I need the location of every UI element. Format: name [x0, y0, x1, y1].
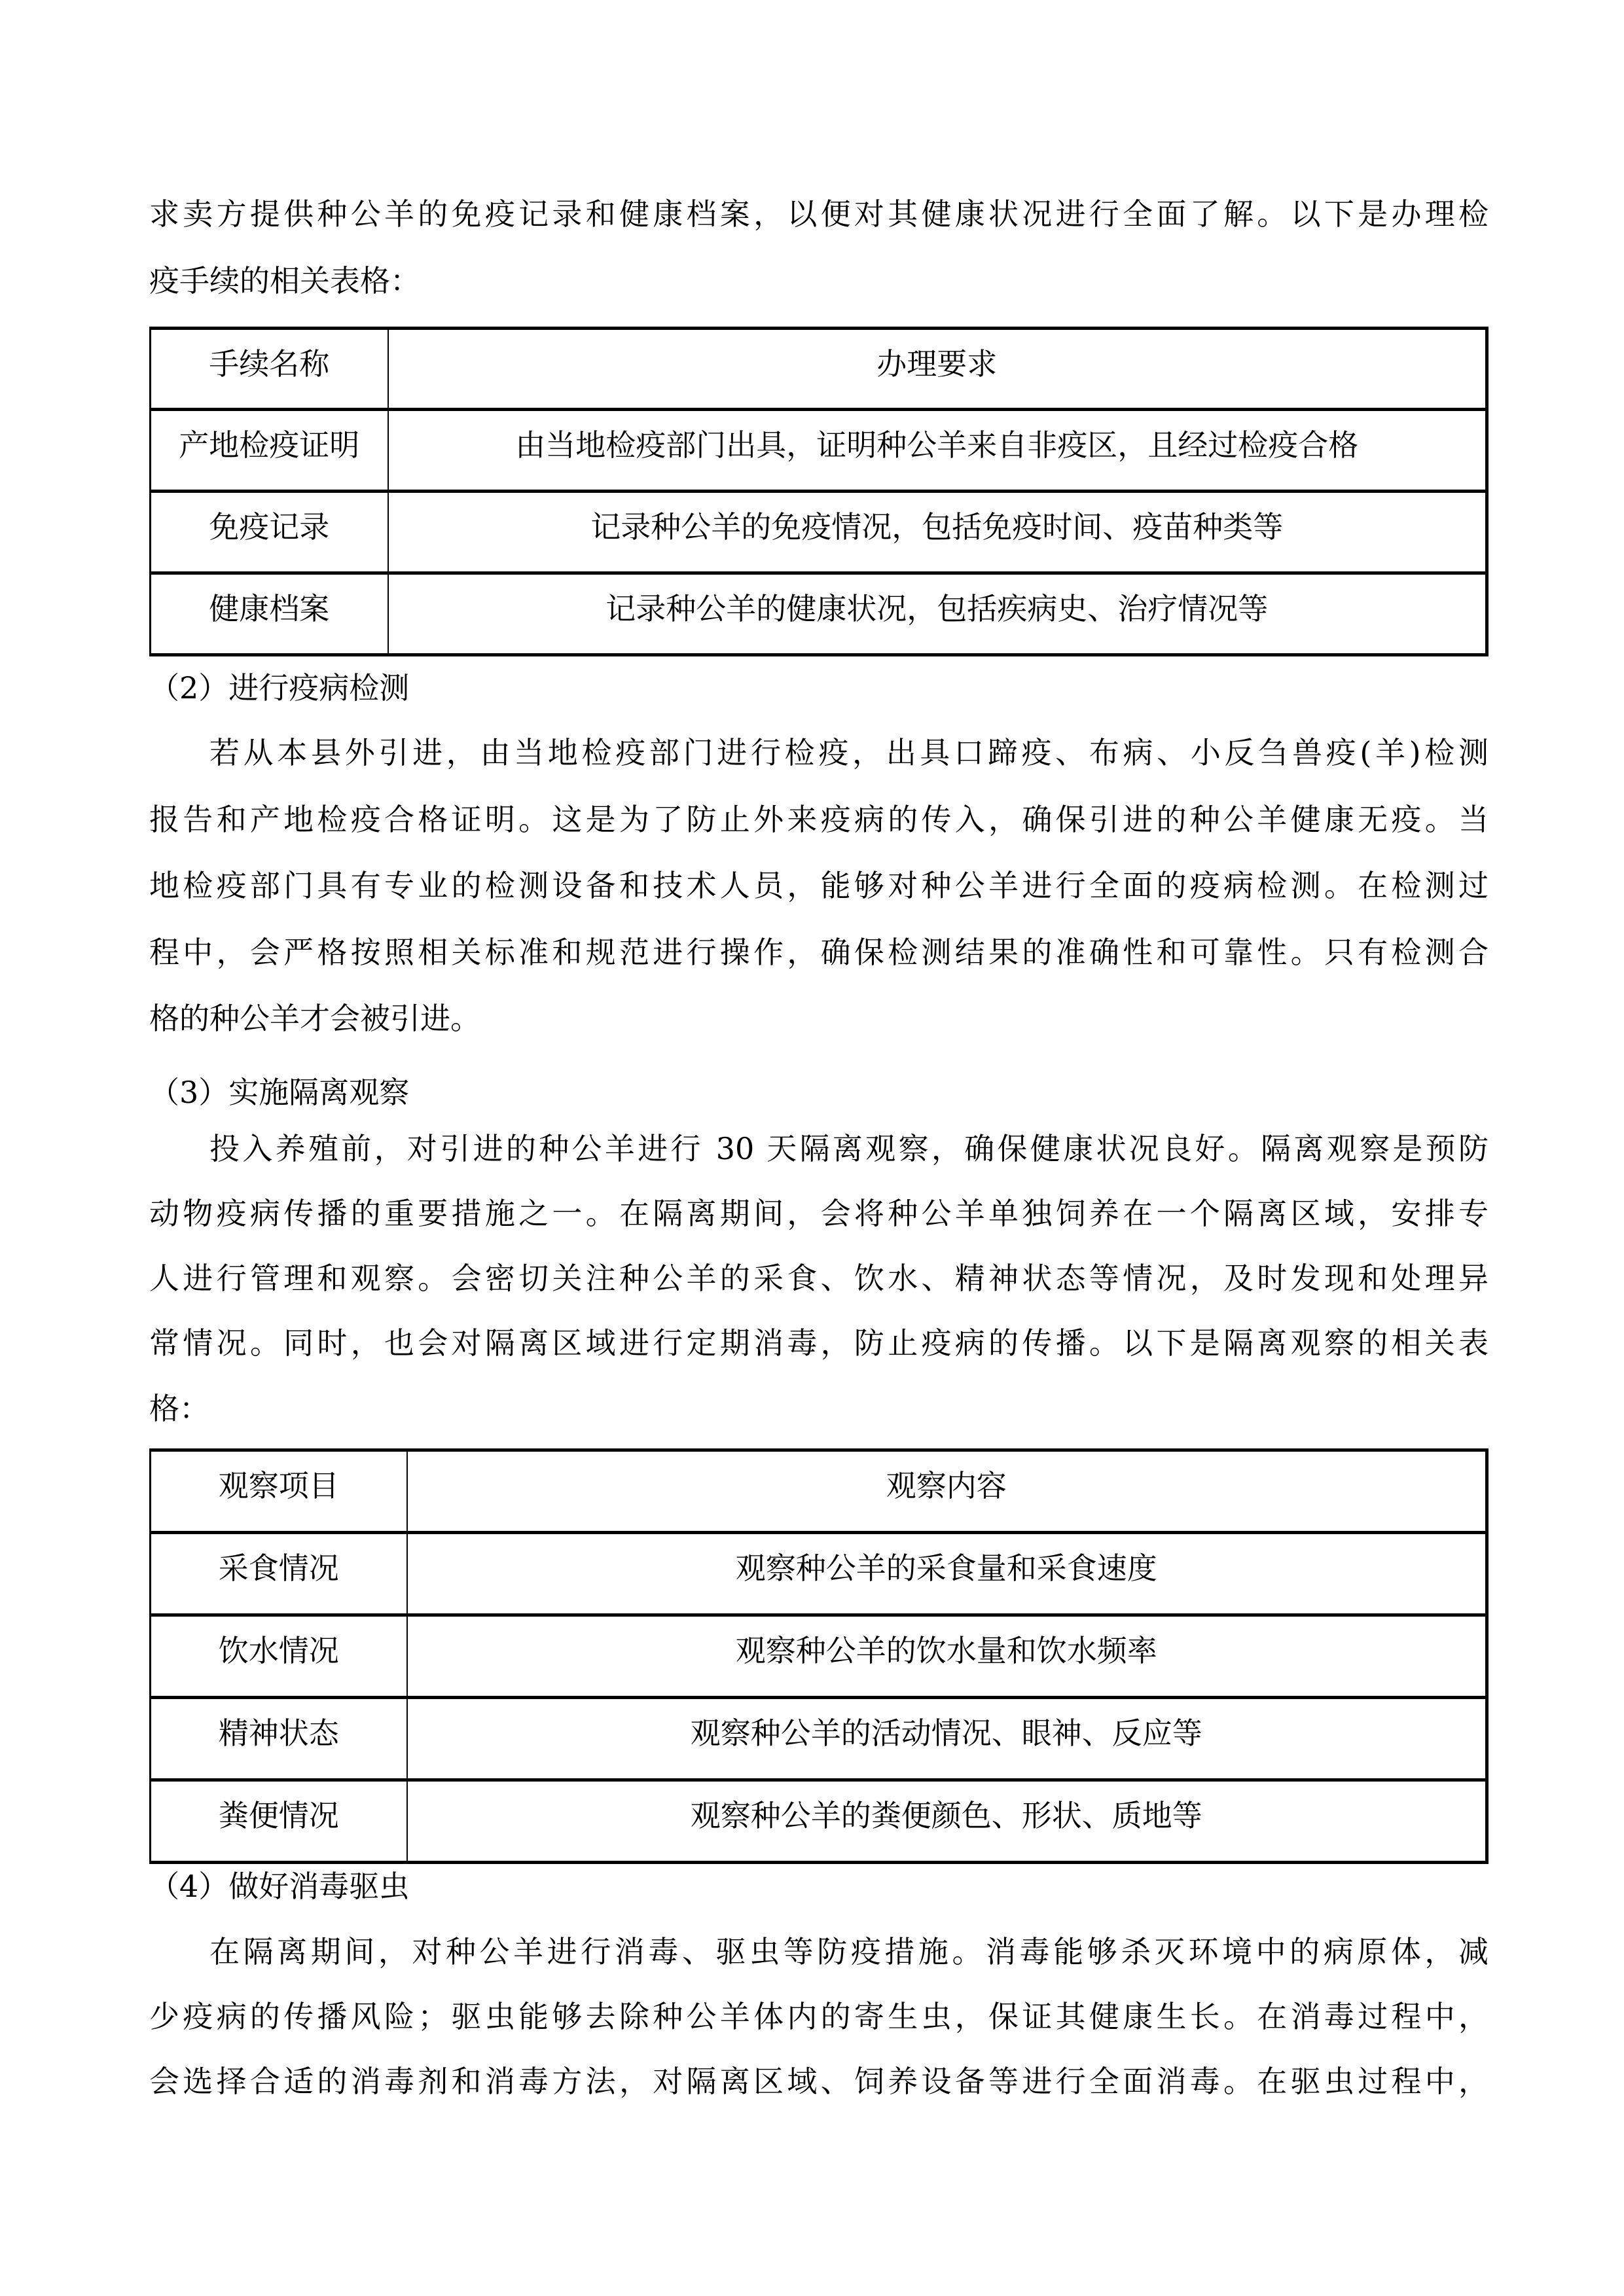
paragraph-line: 投入养殖前，对引进的种公羊进行 30 天隔离观察，确保健康状况良好。隔离观察是预防 — [209, 1131, 1489, 1166]
table-cell: 由当地检疫部门出具，证明种公羊来自非疫区，且经过检疫合格 — [388, 410, 1487, 492]
paragraph-line: 会选择合适的消毒剂和消毒方法，对隔离区域、饲养设备等进行全面消毒。在驱虫过程中， — [149, 2064, 1489, 2099]
table-cell: 记录种公羊的免疫情况，包括免疫时间、疫苗种类等 — [388, 492, 1487, 573]
table-row — [151, 410, 1487, 492]
isolation-observation-table — [149, 1448, 1489, 1864]
section-heading: （2）进行疫病检测 — [149, 670, 410, 706]
section-heading: （4）做好消毒驱虫 — [149, 1869, 410, 1904]
table-row — [151, 1780, 1487, 1863]
paragraph-line: 疫手续的相关表格： — [149, 263, 420, 298]
paragraph-line: 少疫病的传播风险；驱虫能够去除种公羊体内的寄生虫，保证其健康生长。在消毒过程中， — [149, 1999, 1489, 2034]
section-heading: （3）实施隔离观察 — [149, 1075, 410, 1110]
paragraph-line: 格的种公羊才会被引进。 — [149, 1001, 480, 1036]
paragraph-line: 报告和产地检疫合格证明。这是为了防止外来疫病的传入，确保引进的种公羊健康无疫。当 — [149, 802, 1489, 837]
table-header-cell: 观察内容 — [407, 1450, 1487, 1533]
paragraph-line: 地检疫部门具有专业的检测设备和技术人员，能够对种公羊进行全面的疫病检测。在检测过 — [149, 868, 1489, 903]
table-cell: 健康档案 — [151, 573, 388, 655]
table-cell: 观察种公羊的饮水量和饮水频率 — [407, 1615, 1487, 1698]
table-cell: 记录种公羊的健康状况，包括疾病史、治疗情况等 — [388, 573, 1487, 655]
table-row — [151, 492, 1487, 573]
table-cell: 观察种公羊的活动情况、眼神、反应等 — [407, 1698, 1487, 1780]
table-cell: 饮水情况 — [151, 1615, 407, 1698]
table-row — [151, 1533, 1487, 1615]
paragraph-line: 格： — [149, 1391, 209, 1426]
table-cell: 观察种公羊的采食量和采食速度 — [407, 1533, 1487, 1615]
paragraph-line: 程中，会严格按照相关标准和规范进行操作，确保检测结果的准确性和可靠性。只有检测合 — [149, 935, 1489, 970]
paragraph-line: 动物疫病传播的重要措施之一。在隔离期间，会将种公羊单独饲养在一个隔离区域，安排专 — [149, 1196, 1489, 1231]
table-row — [151, 1698, 1487, 1780]
table-row — [151, 1615, 1487, 1698]
paragraph-line: 若从本县外引进，由当地检疫部门进行检疫，出具口蹄疫、布病、小反刍兽疫(羊)检测 — [209, 735, 1489, 770]
table-cell: 观察种公羊的粪便颜色、形状、质地等 — [407, 1780, 1487, 1863]
table-cell: 采食情况 — [151, 1533, 407, 1615]
table-header-cell: 观察项目 — [151, 1450, 407, 1533]
table-row — [151, 573, 1487, 655]
table-cell: 产地检疫证明 — [151, 410, 388, 492]
paragraph-line: 在隔离期间，对种公羊进行消毒、驱虫等防疫措施。消毒能够杀灭环境中的病原体，减 — [209, 1934, 1489, 1969]
table-header-row — [151, 329, 1487, 410]
quarantine-procedures-table — [149, 327, 1489, 656]
paragraph-line: 人进行管理和观察。会密切关注种公羊的采食、饮水、精神状态等情况，及时发现和处理异 — [149, 1261, 1489, 1296]
table-header-cell: 办理要求 — [388, 329, 1487, 410]
table-cell: 粪便情况 — [151, 1780, 407, 1863]
paragraph-line: 常情况。同时，也会对隔离区域进行定期消毒，防止疫病的传播。以下是隔离观察的相关表 — [149, 1325, 1489, 1361]
paragraph-line: 求卖方提供种公羊的免疫记录和健康档案，以便对其健康状况进行全面了解。以下是办理检 — [149, 196, 1489, 232]
table-cell: 免疫记录 — [151, 492, 388, 573]
table-header-cell: 手续名称 — [151, 329, 388, 410]
table-header-row — [151, 1450, 1487, 1533]
table-cell: 精神状态 — [151, 1698, 407, 1780]
